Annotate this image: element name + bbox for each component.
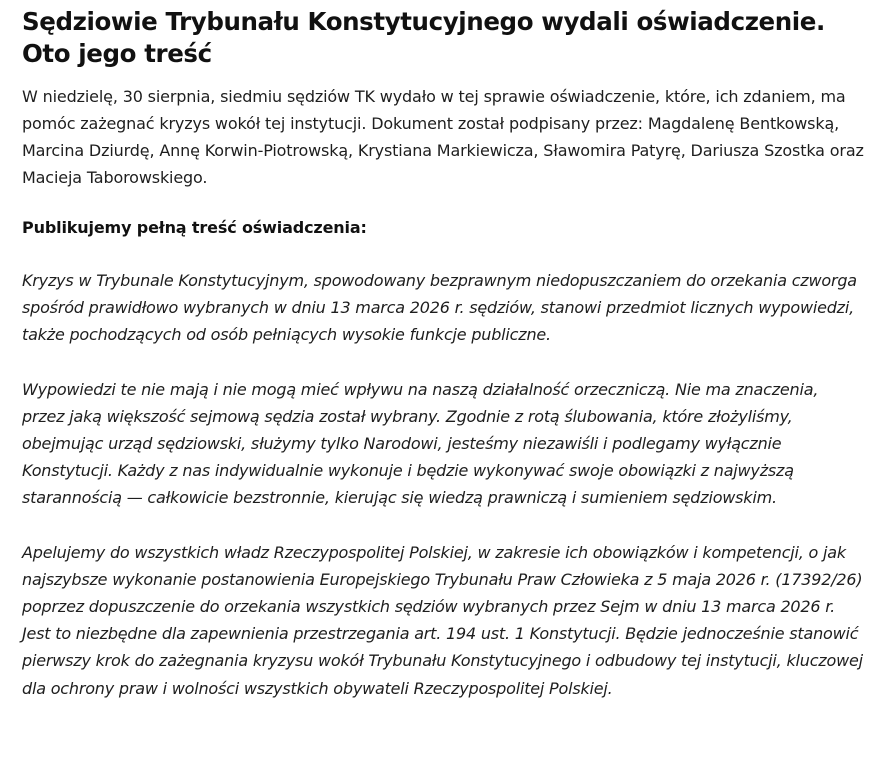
statement-paragraph: Apelujemy do wszystkich władz Rzeczypospolitej Polskiej, w zakresie ich obowiązków i kompetencji, o jak najszybsze wykonanie postanowienia Europejskiego Trybunału Praw Człowieka z 5 maja 2026 r. (17392/26) poprzez dopuszczenie do orzekania wszystkich sędziów wybranych przez Sejm w dniu 13 marca 2026 r. Jest to niezbędne dla zapewnienia przestrzegania art. 194 ust. 1 Konstytucji. Będzie jednocześnie stanowić pierwszy krok do zażegnania kryzysu wokół Trybunału Konstytucyjnego i odbudowy tej instytucji, kluczowej dla ochrony praw i wolności wszystkich obywateli Rzeczypospolitej Polskiej. bbox=[22, 542, 863, 698]
statement-paragraph: Wypowiedzi te nie mają i nie mogą mieć wpływu na naszą działalność orzeczniczą. Nie ma znaczenia, przez jaką większość sejmową sędzia został wybrany. Zgodnie z rotą ślubowania, które złożyliśmy, obejmując urząd sędziowski, służymy tylko Narodowi, jesteśmy niezawiśli i podlegamy wyłącznie Konstytucji. Każdy z nas indywidualnie wykonuje i będzie wykonywać swoje obowiązki z najwyższą starannością — całkowicie bezstronnie, kierując się wiedzą prawniczą i sumieniem sędziowskim. bbox=[22, 379, 819, 508]
statement-paragraph: Kryzys w Trybunale Konstytucyjnym, spowodowany bezprawnym niedopuszczaniem do orzekania czworga spośród prawidłowo wybranych w dniu 13 marca 2026 r. sędziów, stanowi przedmiot licznych wypowiedzi, także pochodzących od osób pełniących wysokie funkcje publiczne. bbox=[22, 271, 857, 345]
article-headline: Sędziowie Trybunału Konstytucyjnego wydali oświadczenie. Oto jego treść bbox=[22, 7, 825, 68]
article-lead: W niedzielę, 30 sierpnia, siedmiu sędziów TK wydało w tej sprawie oświadczenie, które, ich zdaniem, ma pomóc zażegnać kryzys wokół tej instytucji. Dokument został podpisany przez: Magdalenę Bentkowską, Marcina Dziurdę, Annę Korwin-Piotrowską, Krystiana Markiewicza, Sławomira Patyrę, Dariusza Szostka oraz Macieja Taborowskiego. bbox=[22, 87, 864, 187]
statement-intro-heading: Publikujemy pełną treść oświadczenia: bbox=[22, 218, 367, 237]
statement-text bbox=[22, 267, 864, 702]
